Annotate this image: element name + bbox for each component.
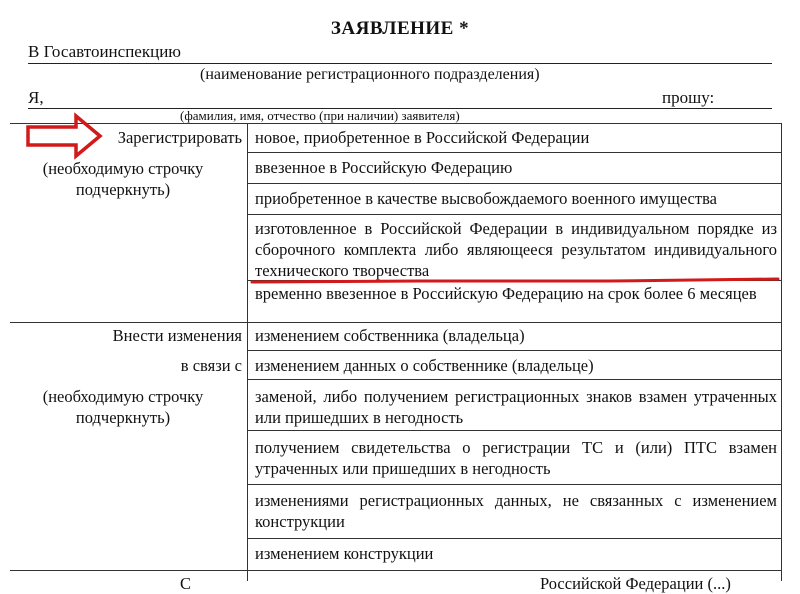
- unit-caption: (наименование регистрационного подразделения): [200, 66, 540, 83]
- section-separator: [10, 570, 782, 571]
- row-separator: [247, 484, 782, 485]
- table-column-divider: [247, 123, 248, 581]
- table-right-border: [781, 123, 782, 581]
- register-note: (необходимую строчку подчеркнуть): [42, 159, 204, 199]
- table-top-border: [10, 123, 782, 124]
- register-option-imported[interactable]: ввезенное в Российскую Федерацию: [255, 158, 513, 177]
- changes-note: (необходимую строчку подчеркнуть): [42, 387, 204, 427]
- changes-option-plates[interactable]: заменой, либо получением регистрационных знаков взамен утраченных или пришедших в негодность: [255, 387, 777, 427]
- register-option-new[interactable]: новое, приобретенное в Российской Федерации: [255, 128, 590, 147]
- changes-label-line2: в связи с: [180, 356, 242, 375]
- changes-option-owner-data[interactable]: изменением данных о собственнике (владельце): [255, 356, 594, 375]
- row-separator: [247, 538, 782, 539]
- changes-option-certificate[interactable]: получением свидетельства о регистрации ТС и (или) ПТС взамен утраченных или пришедших в негодность: [255, 438, 777, 478]
- register-option-military[interactable]: приобретенное в качестве высвобождаемого военного имущества: [255, 189, 717, 208]
- changes-option-construction[interactable]: изменением конструкции: [255, 544, 434, 563]
- name-caption: (фамилия, имя, отчество (при наличии) заявителя): [180, 108, 460, 123]
- changes-label-line1: Внести изменения: [112, 326, 242, 345]
- row-separator: [247, 350, 782, 351]
- section-separator: [10, 322, 782, 323]
- footer-partial-right: Российской Федерации (...): [540, 574, 731, 593]
- to-label: В Госавтоинспекцию: [28, 42, 181, 61]
- page-title: ЗАЯВЛЕНИЕ *: [330, 18, 470, 39]
- row-separator: [247, 430, 782, 431]
- row-separator: [247, 214, 782, 215]
- i-label: Я,: [28, 88, 44, 107]
- register-label: Зарегистрировать: [117, 128, 242, 147]
- unit-line: [28, 63, 772, 64]
- register-option-temporary[interactable]: временно ввезенное в Российскую Федерацию на срок более 6 месяцев: [255, 284, 757, 303]
- request-label: прошу:: [662, 88, 715, 107]
- row-separator: [247, 183, 782, 184]
- row-separator: [247, 379, 782, 380]
- changes-option-owner[interactable]: изменением собственника (владельца): [255, 326, 525, 345]
- row-separator: [247, 152, 782, 153]
- red-underline: [250, 276, 780, 286]
- red-arrow-icon: [24, 112, 104, 160]
- register-option-individual[interactable]: изготовленное в Российской Федерации в индивидуальном порядке из сборочного комплекта либо являющееся результатом индивидуального технического творчества: [255, 219, 777, 280]
- footer-partial-left: С: [180, 574, 192, 593]
- changes-option-reg-data[interactable]: изменениями регистрационных данных, не связанных с изменением конструкции: [255, 491, 777, 531]
